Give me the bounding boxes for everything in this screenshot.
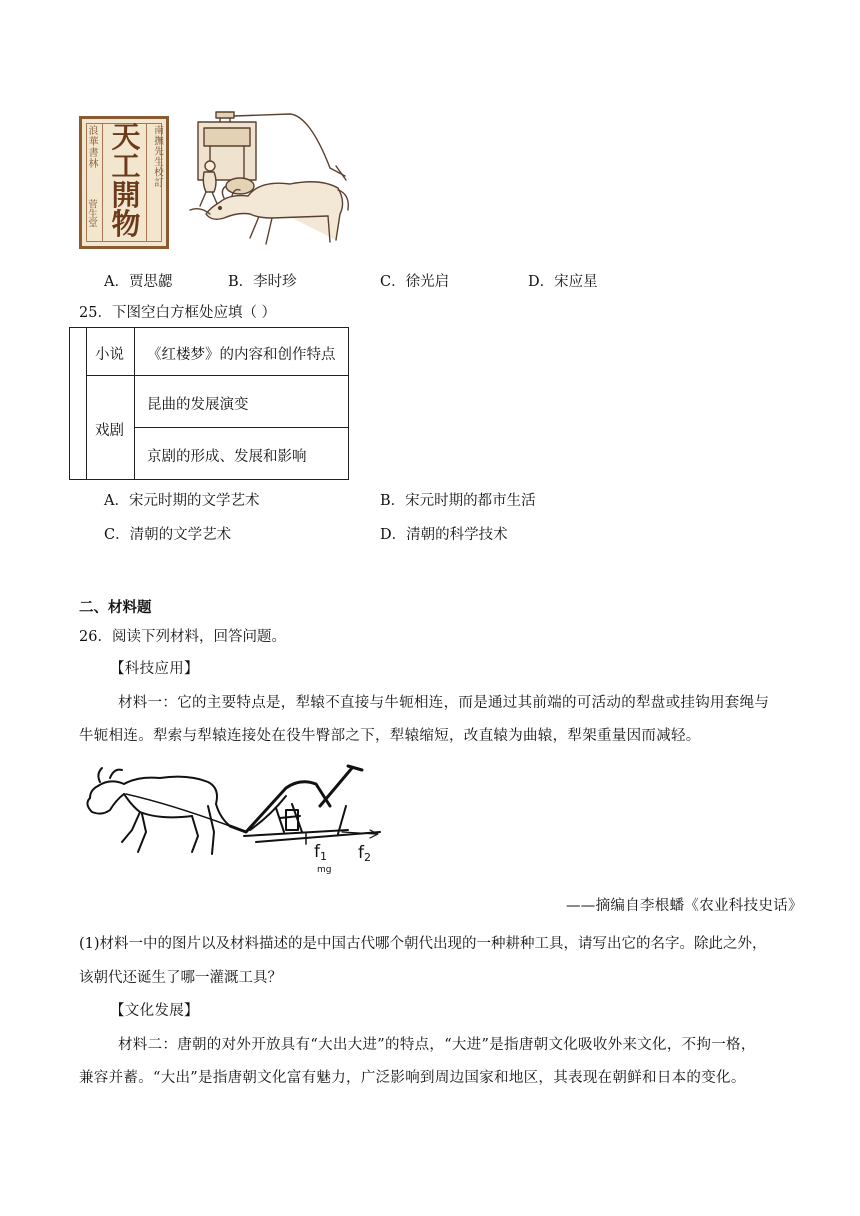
force-label-f1: f1 [314, 842, 327, 863]
question-26-1-line-2: 该朝代还诞生了哪一灌溉工具？ [79, 970, 282, 986]
option-a-q24[interactable]: A．贾思勰 [104, 274, 173, 290]
ox-mill-illustration [180, 110, 355, 252]
table-category-novel: 小说 [95, 347, 124, 363]
book-cover-image [79, 116, 169, 249]
force-label-f2: f2 [358, 843, 371, 864]
question-26-stem: 26．阅读下列材料，回答问题。 [79, 629, 286, 645]
question-25-stem: 25．下图空白方框处应填（ ） [79, 305, 277, 321]
curved-plough-figure [80, 760, 395, 878]
option-b-q24[interactable]: B．李时珍 [228, 274, 297, 290]
table-item-jingju: 京剧的形成、发展和影响 [147, 449, 307, 465]
table-category-drama: 戏剧 [95, 423, 124, 439]
table-item-kunqu: 昆曲的发展演变 [147, 397, 249, 413]
option-b-q25[interactable]: B．宋元时期的都市生活 [380, 493, 536, 509]
tag-tech-application: 【科技应用】 [110, 661, 199, 677]
literature-table [69, 327, 349, 480]
tag-culture-development: 【文化发展】 [110, 1003, 199, 1019]
cover-hall-text: 菅生堂 [86, 199, 97, 228]
material-2-line-2: 兼容并蓄。“大出”是指唐朝文化富有魅力，广泛影响到周边国家和地区，其表现在朝鲜和日本的变化。 [79, 1070, 746, 1086]
cover-editor-text: 南撫先生校訂 [152, 125, 163, 188]
material-1-line-1: 材料一：它的主要特点是，犁辕不直接与牛轭相连，而是通过其前端的可活动的犁盘或挂钩用套绳与 [118, 695, 770, 711]
option-d-q25[interactable]: D．清朝的科学技术 [380, 527, 508, 543]
cover-publisher-text: 浪華書林 [86, 125, 97, 169]
section-heading: 二、材料题 [79, 599, 152, 616]
material-source: ——摘编自李根蟠《农业科技史话》 [566, 898, 803, 914]
option-d-q24[interactable]: D．宋应星 [528, 274, 598, 290]
option-c-q24[interactable]: C．徐光启 [380, 274, 450, 290]
material-2-line-1: 材料二：唐朝的对外开放具有“大出大进”的特点，“大进”是指唐朝文化吸收外来文化，不拘一格， [118, 1037, 756, 1053]
option-c-q25[interactable]: C．清朝的文学艺术 [104, 527, 232, 543]
material-1-line-2: 牛轭相连。犁索与犁辕连接处在役牛臀部之下，犁辕缩短，改直辕为曲辕，犁架重量因而减轻。 [79, 728, 701, 744]
table-item-hongloumeng: 《红楼梦》的内容和创作特点 [147, 347, 336, 363]
cover-title: 天 工 開 物 [111, 120, 141, 241]
question-26-1-line-1: (1)材料一中的图片以及材料描述的是中国古代哪个朝代出现的一种耕种工具，请写出它的名字。除此之外， [79, 936, 767, 952]
option-a-q25[interactable]: A．宋元时期的文学艺术 [104, 493, 260, 509]
force-label-mg: mg [317, 865, 332, 875]
